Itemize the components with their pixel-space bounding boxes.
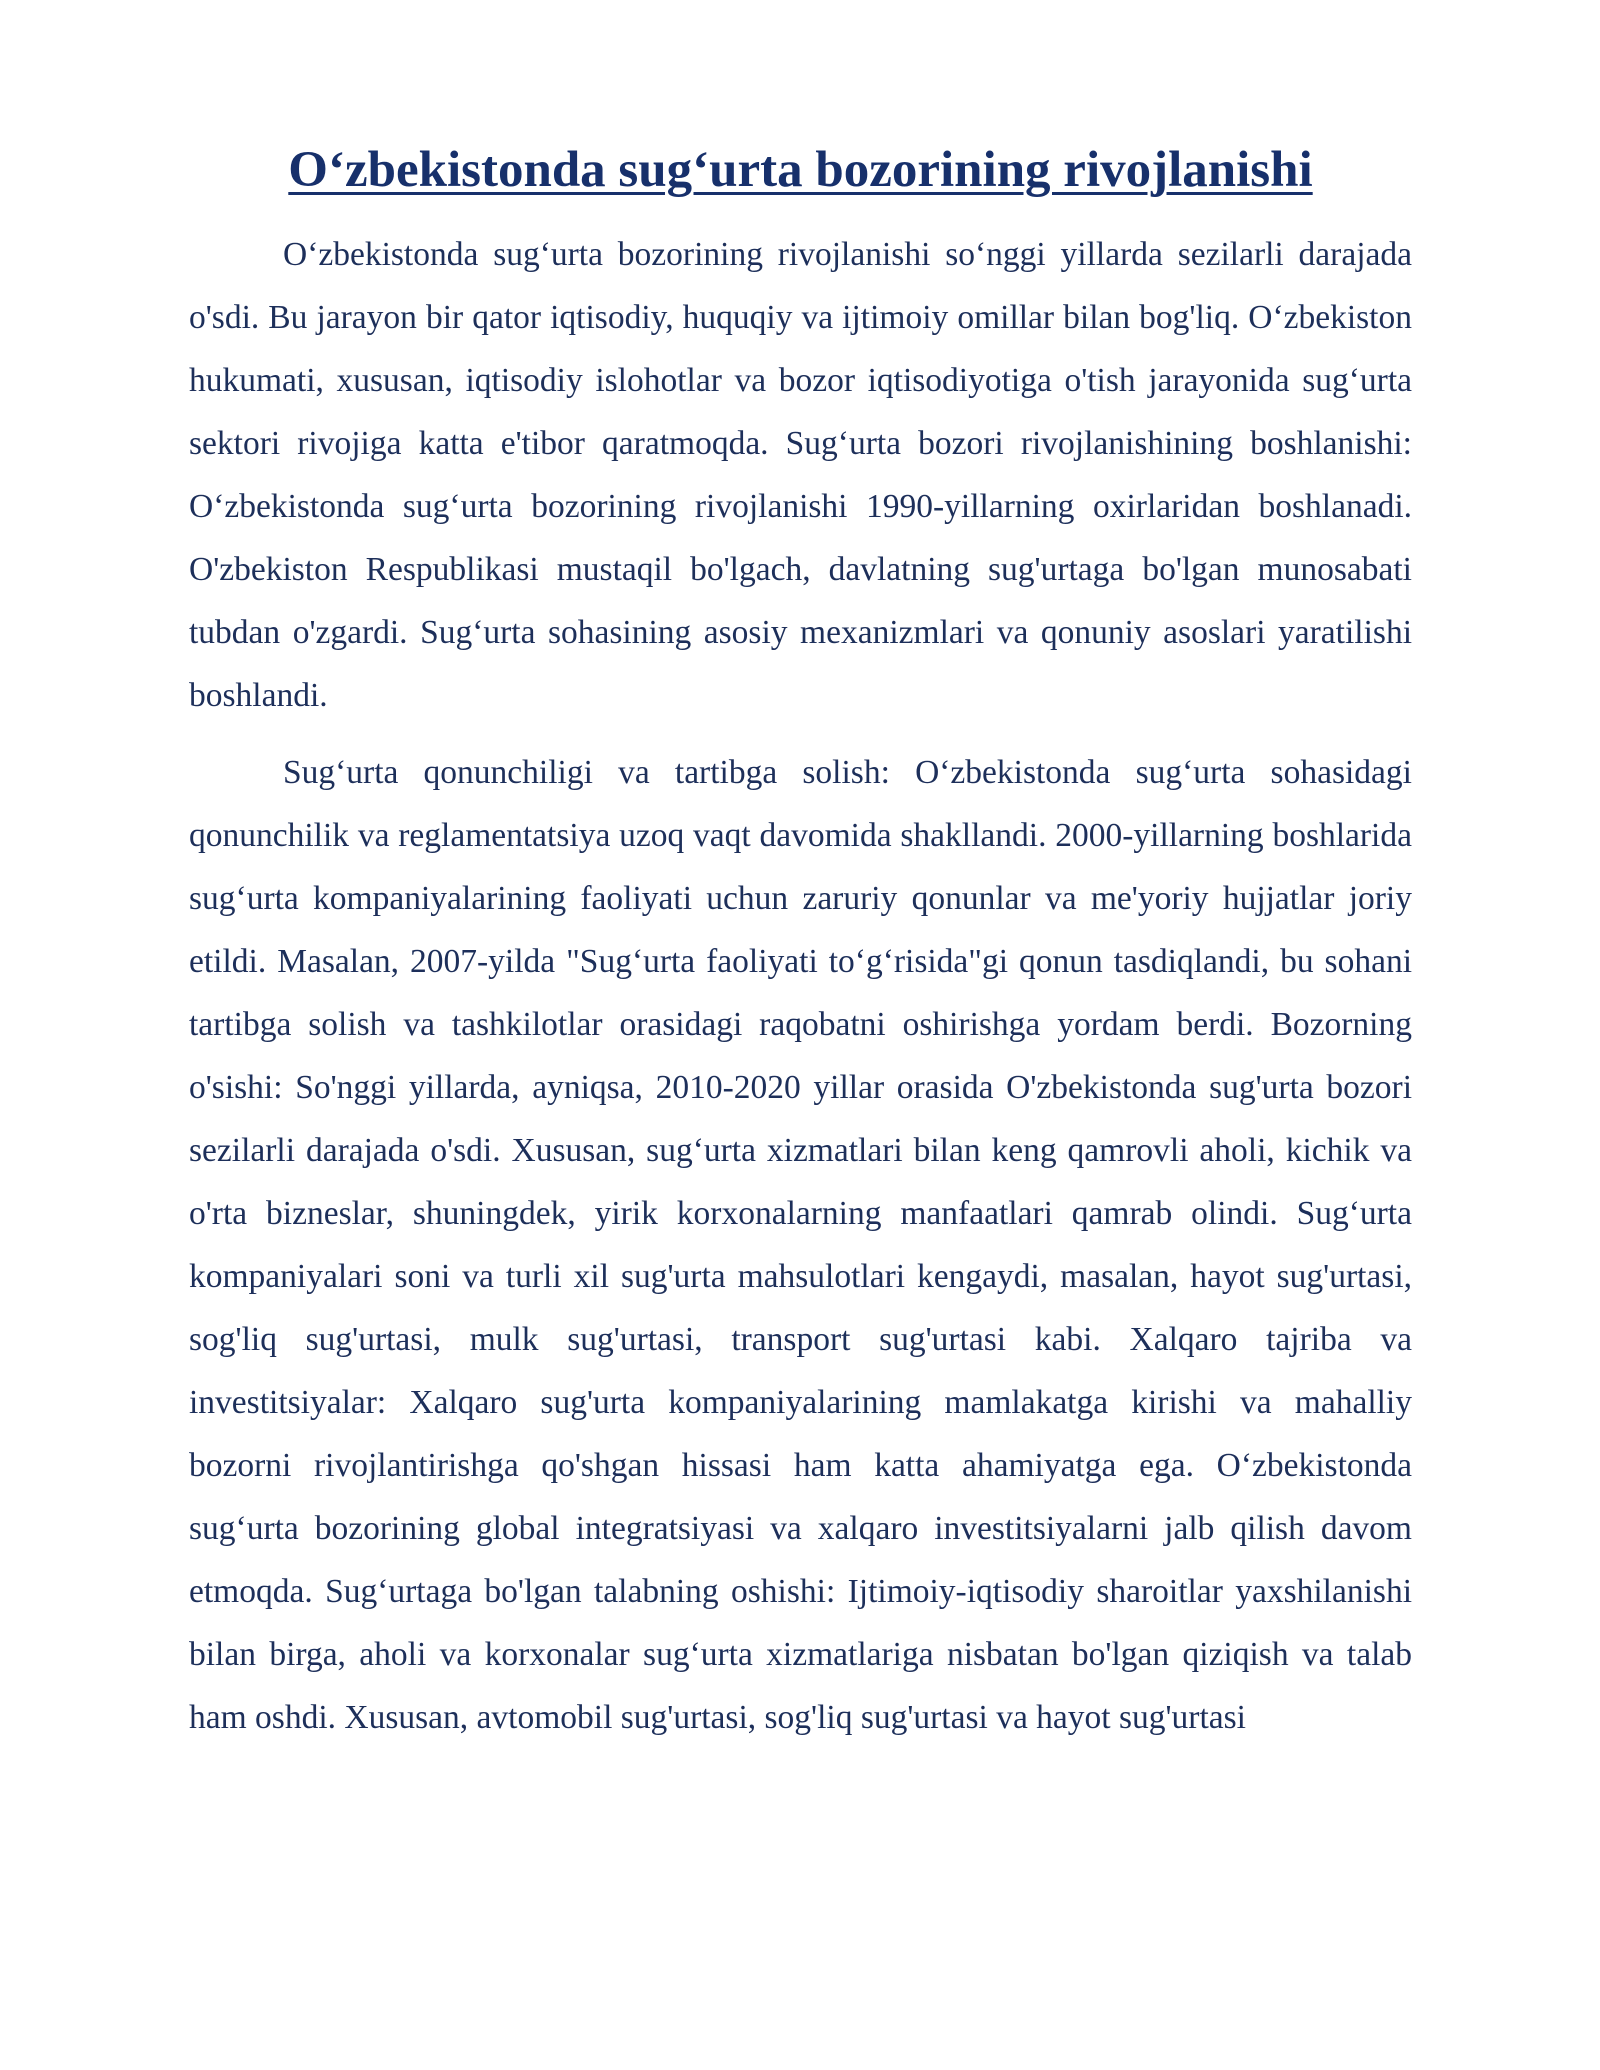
paragraph-1: Oʻzbekistonda sugʻurta bozorining rivojlanishi soʻnggi yillarda sezilarli darajada o'sdi. Bu jarayon bir qator iqtisodiy, huquqiy va ijtimoiy omillar bilan bog'liq. Oʻzbekiston hukumati, xususan, iqtisodiy islohotlar va bozor iqtisodiyotiga o'tish jarayonida sugʻurta sektori rivojiga katta e'tibor qaratmoqda. Sugʻurta bozori rivojlanishining boshlanishi: Oʻzbekistonda sugʻurta bozorining rivojlanishi 1990-yillarning oxirlaridan boshlanadi. O'zbekiston Respublikasi mustaqil bo'lgach, davlatning sug'urtaga bo'lgan munosabati tubdan o'zgardi. Sugʻurta sohasining asosiy mexanizmlari va qonuniy asoslari yaratilishi boshlandi. <box>189 236 1412 715</box>
document-body <box>189 140 1412 1763</box>
document-title: Oʻzbekistonda sugʻurta bozorining rivojlanishi <box>288 142 1313 198</box>
paragraph-2: Sugʻurta qonunchiligi va tartibga solish: Oʻzbekistonda sugʻurta sohasidagi qonunchilik va reglamentatsiya uzoq vaqt davomida shakllandi. 2000-yillarning boshlarida sugʻurta kompaniyalarining faoliyati uchun zaruriy qonunlar va me'yoriy hujjatlar joriy etildi. Masalan, 2007-yilda "Sugʻurta faoliyati toʻgʻrisida"gi qonun tasdiqlandi, bu sohani tartibga solish va tashkilotlar orasidagi raqobatni oshirishga yordam berdi. Bozorning o'sishi: So'nggi yillarda, ayniqsa, 2010-2020 yillar orasida O'zbekistonda sug'urta bozori sezilarli darajada o'sdi. Xususan, sugʻurta xizmatlari bilan keng qamrovli aholi, kichik va o'rta bizneslar, shuningdek, yirik korxonalarning manfaatlari qamrab olindi. Sugʻurta kompaniyalari soni va turli xil sug'urta mahsulotlari kengaydi, masalan, hayot sug'urtasi, sog'liq sug'urtasi, mulk sug'urtasi, transport sug'urtasi kabi. Xalqaro tajriba va investitsiyalar: Xalqaro sug'urta kompaniyalarining mamlakatga kirishi va mahalliy bozorni rivojlantirishga qo'shgan hissasi ham katta ahamiyatga ega. Oʻzbekistonda sugʻurta bozorining global integratsiyasi va xalqaro investitsiyalarni jalb qilish davom etmoqda. Sugʻurtaga bo'lgan talabning oshishi: Ijtimoiy-iqtisodiy sharoitlar yaxshilanishi bilan birga, aholi va korxonalar sugʻurta xizmatlariga nisbatan bo'lgan qiziqish va talab ham oshdi. Xususan, avtomobil sug'urtasi, sog'liq sug'urtasi va hayot sug'urtasi <box>189 754 1412 1737</box>
